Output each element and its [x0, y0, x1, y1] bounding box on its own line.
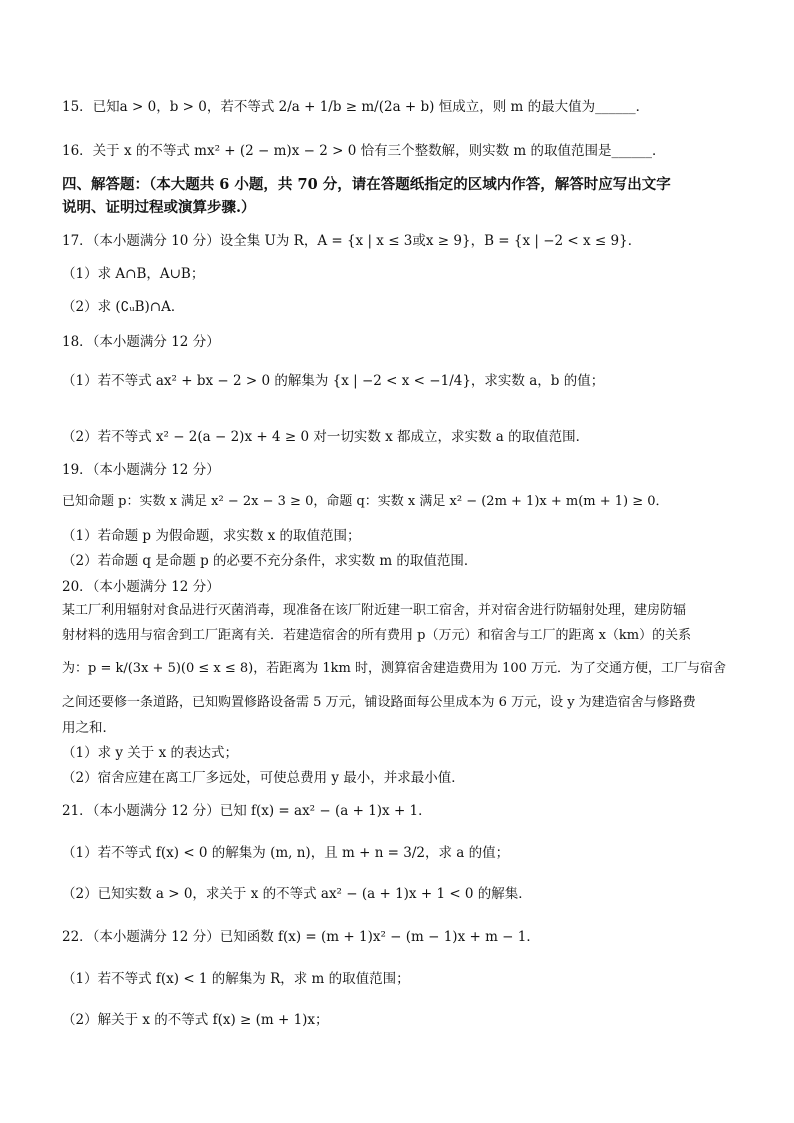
- q17-part1: （1）求 A∩B，A∪B；: [62, 266, 205, 282]
- question-20: 20．（本小题满分 12 分）: [62, 579, 220, 595]
- q20-stem-1: 某工厂利用辐射对食品进行灭菌消毒，现准备在该厂附近建一职工宿舍，并对宿舍进行防辐射处理，建房防辐: [62, 603, 687, 618]
- q20-stem-2: 射材料的选用与宿舍到工厂距离有关．若建造宿舍的所有费用 p（万元）和宿舍与工厂的距离 x（km）的关系: [62, 628, 692, 643]
- q19-stem: 已知命题 p：实数 x 满足 x² − 2x − 3 ≥ 0，命题 q：实数 x 满足 x² − (2m + 1)x + m(m + 1) ≥ 0．: [62, 494, 669, 509]
- q20-part1: （1）求 y 关于 x 的表达式；: [62, 745, 238, 761]
- question-15: 15．已知a > 0，b > 0，若不等式 2/a + 1/b ≥ m/(2a + b) 恒成立，则 m 的最大值为______．: [62, 99, 650, 115]
- q22-part2: （2）解关于 x 的不等式 f(x) ≥ (m + 1)x；: [62, 1012, 329, 1028]
- question-21: 21．（本小题满分 12 分）已知 f(x) = ax² − (a + 1)x + 1．: [62, 803, 432, 819]
- q18-part2: （2）若不等式 x² − 2(a − 2)x + 4 ≥ 0 对一切实数 x 都成立，求实数 a 的取值范围．: [62, 429, 590, 445]
- q21-part1: （1）若不等式 f(x) < 0 的解集为 (m, n)，且 m + n = 3/2，求 a 的值；: [62, 845, 510, 861]
- q20-stem-5: 用之和．: [62, 720, 116, 736]
- question-18: 18．（本小题满分 12 分）: [62, 334, 220, 350]
- question-22: 22．（本小题满分 12 分）已知函数 f(x) = (m + 1)x² − (m − 1)x + m − 1．: [62, 929, 540, 945]
- q19-part2: （2）若命题 q 是命题 p 的必要不充分条件，求实数 m 的取值范围．: [62, 553, 478, 569]
- section-heading-cont: 说明、证明过程或演算步骤.）: [62, 199, 256, 216]
- q20-stem-4: 之间还要修一条道路，已知购置修路设备需 5 万元，铺设路面每公里成本为 6 万元，设 y 为建造宿舍与修路费: [62, 695, 696, 710]
- q19-part1: （1）若命题 p 为假命题，求实数 x 的取值范围；: [62, 528, 361, 544]
- section-heading: 四、解答题：（本大题共 6 小题，共 70 分，请在答题纸指定的区域内作答，解答时应写出文字: [62, 176, 671, 193]
- question-16: 16．关于 x 的不等式 mx² + (2 − m)x − 2 > 0 恰有三个整数解，则实数 m 的取值范围是______．: [62, 143, 666, 159]
- q21-part2: （2）已知实数 a > 0，求关于 x 的不等式 ax² − (a + 1)x + 1 < 0 的解集．: [62, 886, 532, 902]
- q22-part1: （1）若不等式 f(x) < 1 的解集为 R，求 m 的取值范围；: [62, 971, 410, 987]
- q18-part1: （1）若不等式 ax² + bx − 2 > 0 的解集为 {x | −2 < x < −1/4}，求实数 a，b 的值；: [62, 373, 605, 389]
- question-17: 17．（本小题满分 10 分）设全集 U为 R，A = {x | x ≤ 3或x ≥ 9}，B = {x | −2 < x ≤ 9}．: [62, 233, 642, 249]
- q17-part2: （2）求 (∁ᵤB)∩A．: [62, 299, 185, 315]
- q20-part2: （2）宿舍应建在离工厂多远处，可使总费用 y 最小，并求最小值．: [62, 770, 465, 786]
- question-19: 19．（本小题满分 12 分）: [62, 462, 220, 478]
- q20-stem-3: 为：p = k/(3x + 5)(0 ≤ x ≤ 8)，若距离为 1km 时，测算宿舍建造费用为 100 万元．为了交通方便，工厂与宿舍: [62, 661, 727, 676]
